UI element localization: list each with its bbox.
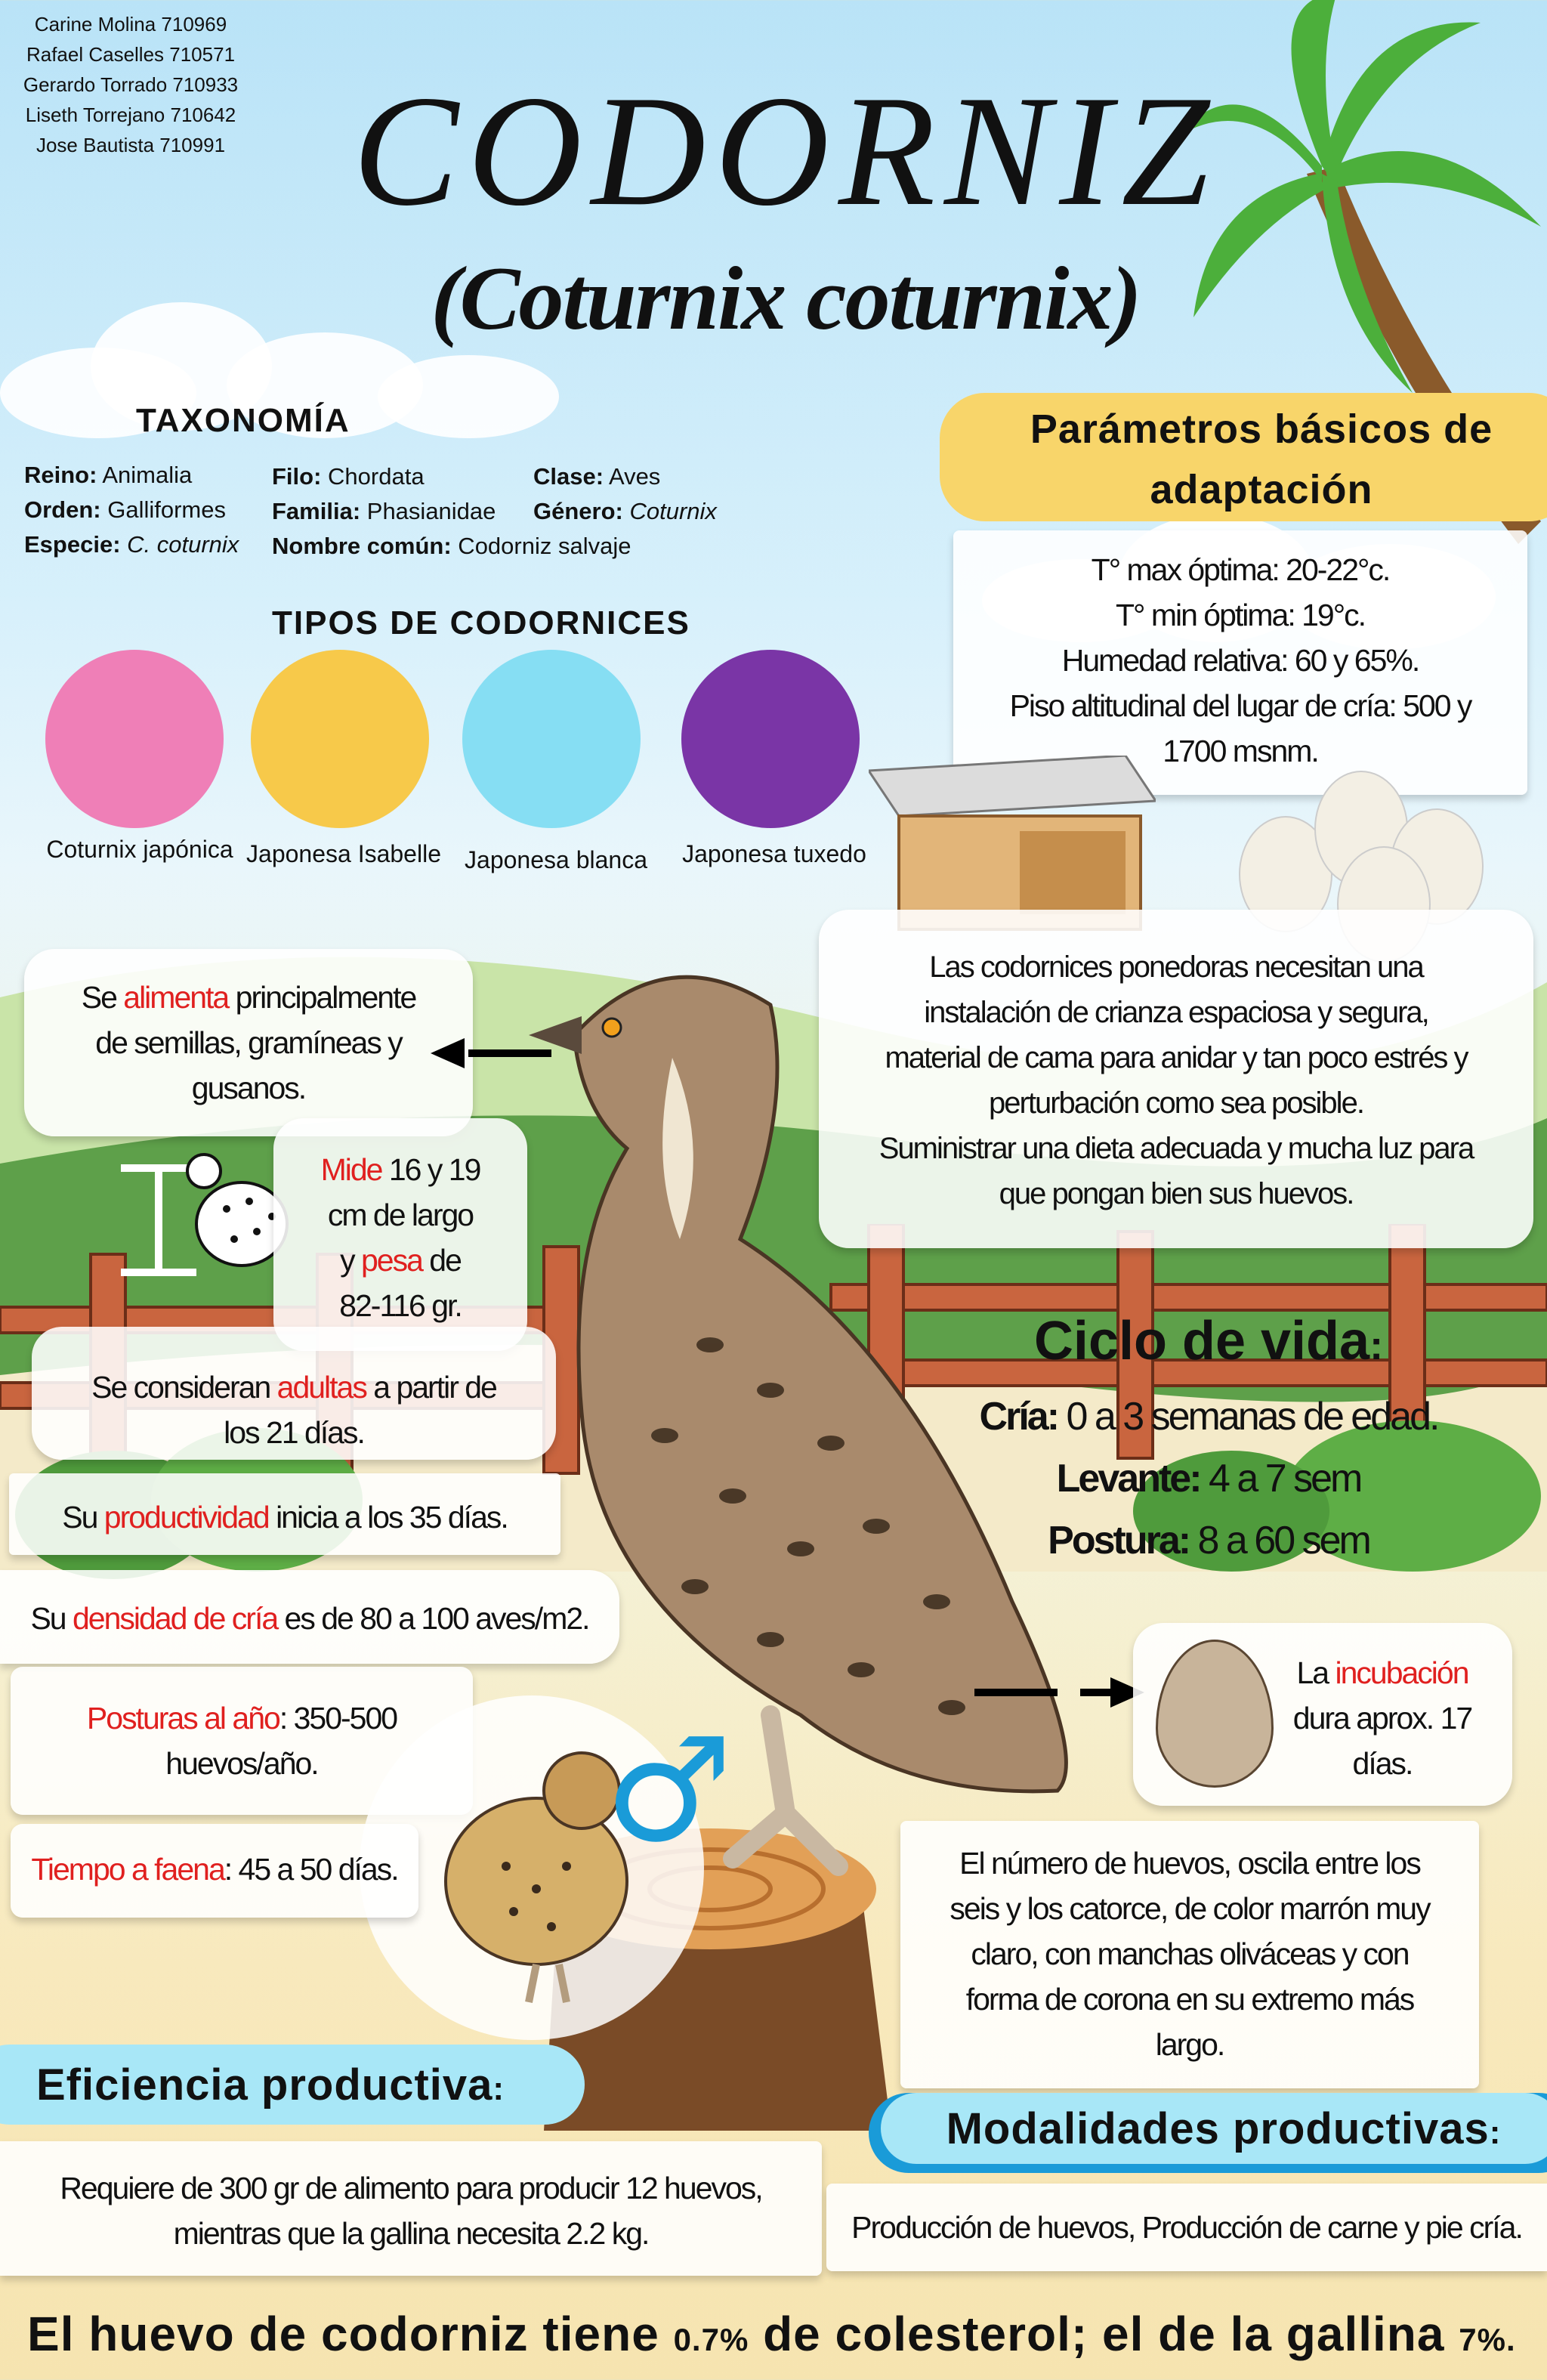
taxonomy-value: Animalia xyxy=(97,462,193,488)
incubation-line: dura aprox. 17 xyxy=(1292,1701,1472,1736)
productivity-text-pre: Su xyxy=(62,1500,104,1535)
postures-highlight: Posturas al año xyxy=(86,1701,279,1736)
param-humidity: Humedad relativa: 60 y 65%. xyxy=(1061,643,1419,678)
food-text xyxy=(24,975,473,1111)
size-value: 16 y 19 xyxy=(381,1152,480,1187)
size-text-pre: y xyxy=(340,1243,361,1278)
stage-value: 8 a 60 sem xyxy=(1189,1519,1369,1562)
efficiency-heading xyxy=(36,2057,595,2118)
quail-type-circle xyxy=(681,650,860,828)
stage-label: Cría: xyxy=(979,1395,1058,1439)
efficiency-text xyxy=(0,2165,822,2256)
taxonomy-value: Chordata xyxy=(321,463,425,490)
taxonomy-label: Clase: xyxy=(533,463,604,490)
food-text-post: principalmente xyxy=(228,980,416,1015)
density-text-post: es de 80 a 100 aves/m2. xyxy=(277,1601,589,1636)
params-heading xyxy=(974,399,1547,520)
stage-label: Postura: xyxy=(1048,1519,1190,1562)
taxonomy-label: Reino: xyxy=(24,462,97,488)
incubation-highlight: incubación xyxy=(1335,1655,1468,1690)
efficiency-title: Eficiencia productiva xyxy=(36,2060,493,2110)
lifecycle-heading xyxy=(952,1307,1465,1380)
taxonomy-value: Galliformes xyxy=(100,496,226,523)
installation-line: material de cama para anidar y tan poco estrés y xyxy=(885,1041,1468,1074)
taxonomy-label: Orden: xyxy=(24,496,101,523)
slaughter-text xyxy=(11,1847,418,1892)
taxonomy-label: Nombre común: xyxy=(272,533,452,559)
weight-value: 82-116 gr. xyxy=(339,1288,462,1323)
stage-label: Levante: xyxy=(1056,1457,1200,1501)
taxonomy-heading: TAXONOMÍA xyxy=(136,402,350,439)
lifecycle-colon: : xyxy=(1369,1323,1384,1368)
postures-value: : 350-500 xyxy=(279,1701,397,1736)
eggs-line: seis y los catorce, de color marrón muy xyxy=(950,1891,1430,1926)
food-text-pre: Se xyxy=(81,980,124,1015)
adults-text xyxy=(32,1365,556,1455)
quail-type-label: Coturnix japónica xyxy=(46,836,233,863)
footer-text: de colesterol; el de la gallina xyxy=(749,2307,1459,2361)
taxonomy-value: Aves xyxy=(604,463,661,490)
cholesterol-footer xyxy=(27,2300,1538,2374)
efficiency-line: Requiere de 300 gr de alimento para producir 12 huevos, xyxy=(60,2171,762,2205)
taxonomy-col-1 xyxy=(24,458,239,562)
arrow-left-icon xyxy=(423,1038,559,1068)
arrow-right-icon xyxy=(974,1677,1148,1708)
eggs-line: largo. xyxy=(1155,2027,1224,2062)
food-line: de semillas, gramíneas y xyxy=(95,1025,402,1060)
productivity-highlight: productividad xyxy=(103,1500,269,1535)
taxonomy-value: Coturnix xyxy=(622,498,717,524)
size-highlight: Mide xyxy=(320,1152,382,1187)
eggs-line: forma de corona en su extremo más xyxy=(965,1982,1414,2017)
quail-type-label: Japonesa Isabelle xyxy=(246,840,441,867)
lifecycle-title: Ciclo de vida xyxy=(1033,1311,1370,1371)
postures-line: huevos/año. xyxy=(165,1746,318,1781)
hen-cholesterol-value: 7%. xyxy=(1459,2322,1516,2357)
params-list xyxy=(953,547,1527,774)
male-symbol-icon: ♂ xyxy=(604,1707,733,1874)
quail-type-label: Japonesa tuxedo xyxy=(682,840,866,867)
lifecycle-list xyxy=(937,1386,1481,1572)
author-name: Gerardo Torrado 710933 xyxy=(23,73,239,96)
param-tmin: T° min óptima: 19°c. xyxy=(1115,598,1366,632)
efficiency-colon: : xyxy=(493,2070,505,2107)
food-highlight: alimenta xyxy=(123,980,229,1015)
quail-type-circle xyxy=(462,650,641,828)
installation-line: Suministrar una dieta adecuada y mucha luz para xyxy=(878,1132,1474,1165)
installation-line: instalación de crianza espaciosa y segura, xyxy=(924,996,1428,1029)
params-heading-line: adaptación xyxy=(1150,467,1373,512)
incubation-text xyxy=(1269,1650,1496,1786)
size-line: cm de largo xyxy=(327,1198,474,1232)
modalities-text: Producción de huevos, Producción de carne y pie cría. xyxy=(851,2210,1522,2245)
author-name: Carine Molina 710969 xyxy=(34,13,227,36)
quail-type-circle xyxy=(45,650,224,828)
taxonomy-label: Filo: xyxy=(272,463,322,490)
param-tmax: T° max óptima: 20-22°c. xyxy=(1091,552,1390,587)
adults-line: los 21 días. xyxy=(224,1415,364,1450)
authors-list xyxy=(6,9,255,160)
eggs-line: claro, con manchas oliváceas y con xyxy=(971,1936,1409,1971)
page-title: CODORNIZ xyxy=(352,63,1219,239)
adults-text-post: a partir de xyxy=(366,1370,496,1405)
quail-type-label: Japonesa blanca xyxy=(465,846,647,873)
params-heading-line: Parámetros básicos de xyxy=(1030,406,1493,452)
param-altitude-cont: 1700 msnm. xyxy=(1163,734,1318,768)
food-line: gusanos. xyxy=(191,1071,306,1105)
taxonomy-label: Género: xyxy=(533,498,623,524)
incubation-text-pre: La xyxy=(1296,1655,1335,1690)
installation-line: que pongan bien sus huevos. xyxy=(999,1177,1354,1210)
taxonomy-col-3 xyxy=(533,459,717,529)
modalities-heading xyxy=(891,2100,1547,2162)
quail-type-circle xyxy=(251,650,429,828)
density-text-pre: Su xyxy=(30,1601,73,1636)
taxonomy-label: Familia: xyxy=(272,498,361,524)
density-text xyxy=(0,1596,619,1641)
eggs-line: El número de huevos, oscila entre los xyxy=(959,1846,1420,1881)
footer-text: El huevo de codorniz tiene xyxy=(27,2307,674,2361)
installation-line: Las codornices ponedoras necesitan una xyxy=(929,950,1423,984)
stage-value: 0 a 3 semanas de edad. xyxy=(1058,1395,1438,1439)
types-heading: TIPOS DE CODORNICES xyxy=(272,604,690,641)
size-text xyxy=(273,1147,527,1328)
author-name: Jose Bautista 710991 xyxy=(36,134,226,156)
quail-cholesterol-value: 0.7% xyxy=(673,2322,749,2357)
author-name: Rafael Caselles 710571 xyxy=(26,43,236,66)
eggs-text xyxy=(900,1841,1479,2067)
slaughter-value: : 45 a 50 días. xyxy=(224,1852,398,1887)
taxonomy-value: C. coturnix xyxy=(120,531,239,558)
efficiency-line: mientras que la gallina necesita 2.2 kg. xyxy=(173,2216,649,2251)
slaughter-highlight: Tiempo a faena xyxy=(31,1852,224,1887)
taxonomy-label: Especie: xyxy=(24,531,121,558)
param-altitude: Piso altitudinal del lugar de cría: 500 y xyxy=(1009,688,1471,723)
productivity-text xyxy=(9,1494,560,1540)
taxonomy-value: Phasianidae xyxy=(360,498,496,524)
installation-text xyxy=(819,944,1533,1216)
modalities-colon: : xyxy=(1489,2114,1502,2151)
author-name: Liseth Torrejano 710642 xyxy=(25,104,236,126)
size-text-post: de xyxy=(421,1243,461,1278)
adults-text-pre: Se consideran xyxy=(91,1370,277,1405)
weight-highlight: pesa xyxy=(360,1243,422,1278)
productivity-text-post: inicia a los 35 días. xyxy=(268,1500,508,1535)
taxonomy-value: Codorniz salvaje xyxy=(451,533,631,559)
stage-value: 4 a 7 sem xyxy=(1200,1457,1361,1501)
modalities-title: Modalidades productivas xyxy=(946,2104,1490,2153)
density-highlight: densidad de cría xyxy=(72,1601,278,1636)
incubation-line: días. xyxy=(1352,1746,1413,1781)
installation-line: perturbación como sea posible. xyxy=(989,1086,1363,1120)
adults-highlight: adultas xyxy=(276,1370,366,1405)
scientific-name: (Coturnix coturnix) xyxy=(431,248,1141,348)
